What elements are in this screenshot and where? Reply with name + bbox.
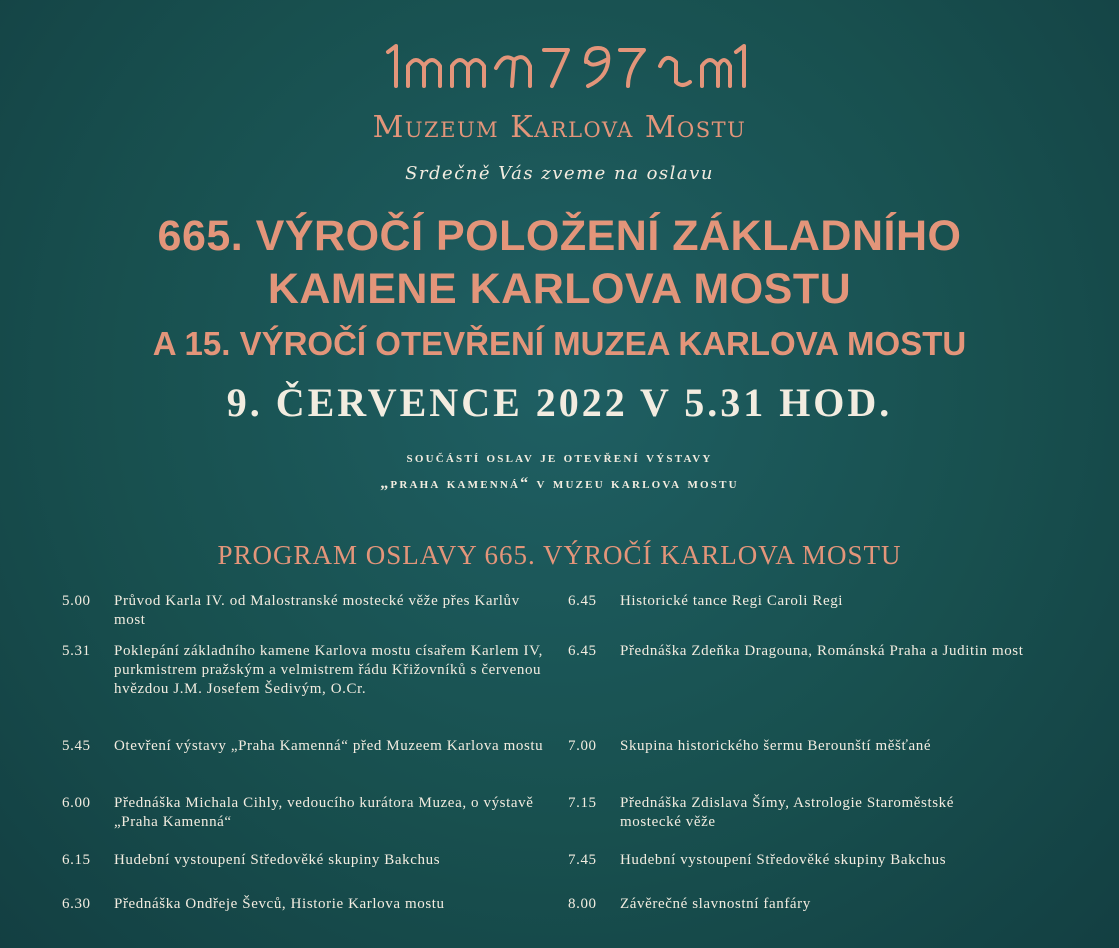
program-time: 5.00 [62, 593, 91, 609]
program-description: Průvod Karla IV. od Malostranské mostecké věže přes Karlův most [114, 593, 520, 628]
event-title-line-2: KAMENE KARLOVA MOSTU [267, 265, 852, 313]
program-description: Otevření výstavy „Praha Kamenná“ před Muzeem Karlova mostu [114, 738, 544, 754]
program-time: 6.45 [568, 643, 597, 659]
program-description: Skupina historického šermu Berounští měšťané [620, 738, 932, 754]
program-description: Hudební vystoupení Středověké skupiny Bakchus [114, 852, 441, 868]
program-description: Přednáška Zdeňka Dragouna, Románská Praha a Juditin most [620, 643, 1024, 659]
program-item [568, 737, 1088, 756]
program-time: 7.15 [568, 795, 597, 811]
program-time: 6.45 [568, 593, 597, 609]
program-item [568, 895, 1088, 914]
program-item [62, 851, 552, 870]
program-item [62, 895, 552, 914]
program-heading: PROGRAM OSLAVY 665. VÝROČÍ KARLOVA MOSTU [217, 540, 902, 570]
program-description: Přednáška Michala Cihly, vedoucího kurátora Muzea, o výstavě „Praha Kamenná“ [114, 795, 534, 830]
exhibition-note-line-2: „praha kamenná“ v muzeu karlova mostu [380, 475, 739, 492]
program-description: Přednáška Ondřeje Ševců, Historie Karlova mostu [114, 896, 445, 912]
program-time: 8.00 [568, 896, 597, 912]
program-description: Přednáška Zdislava Šímy, Astrologie Staroměstské mostecké věže [620, 795, 955, 830]
program-description: Historické tance Regi Caroli Regi [620, 593, 844, 609]
program-description: Hudební vystoupení Středověké skupiny Bakchus [620, 852, 947, 868]
program-time: 5.31 [62, 643, 91, 659]
program-item [62, 737, 552, 756]
program-item [568, 794, 988, 832]
museum-logo-icon [0, 38, 1119, 108]
program-item [568, 642, 1048, 661]
program-time: 6.30 [62, 896, 91, 912]
event-date: 9. ČERVENCE 2022 V 5.31 HOD. [226, 380, 893, 425]
program-time: 7.00 [568, 738, 597, 754]
program-description: Závěrečné slavnostní fanfáry [620, 896, 811, 912]
program-description: Poklepání základního kamene Karlova mostu císařem Karlem IV, purkmistrem pražským a velmistrem řádu Křižovníků s červenou hvězdou J.M. Josefem Šedivým, O.Cr. [114, 643, 543, 697]
program-time: 6.15 [62, 852, 91, 868]
program-time: 6.00 [62, 795, 91, 811]
invitation-text: Srdečně Vás zveme na oslavu [405, 163, 714, 184]
event-title-line-1: 665. VÝROČÍ POLOŽENÍ ZÁKLADNÍHO [157, 212, 962, 260]
exhibition-note-line-1: součástí oslav je otevření výstavy [406, 449, 713, 466]
program-item [62, 642, 552, 699]
program-item [62, 592, 552, 630]
program-item [568, 592, 1088, 611]
program-time: 5.45 [62, 738, 91, 754]
program-item [62, 794, 552, 832]
program-item [568, 851, 1088, 870]
museum-name: Muzeum Karlova Mostu [372, 110, 747, 145]
program-time: 7.45 [568, 852, 597, 868]
event-title-line-3: A 15. VÝROČÍ OTEVŘENÍ MUZEA KARLOVA MOSTU [152, 325, 967, 362]
